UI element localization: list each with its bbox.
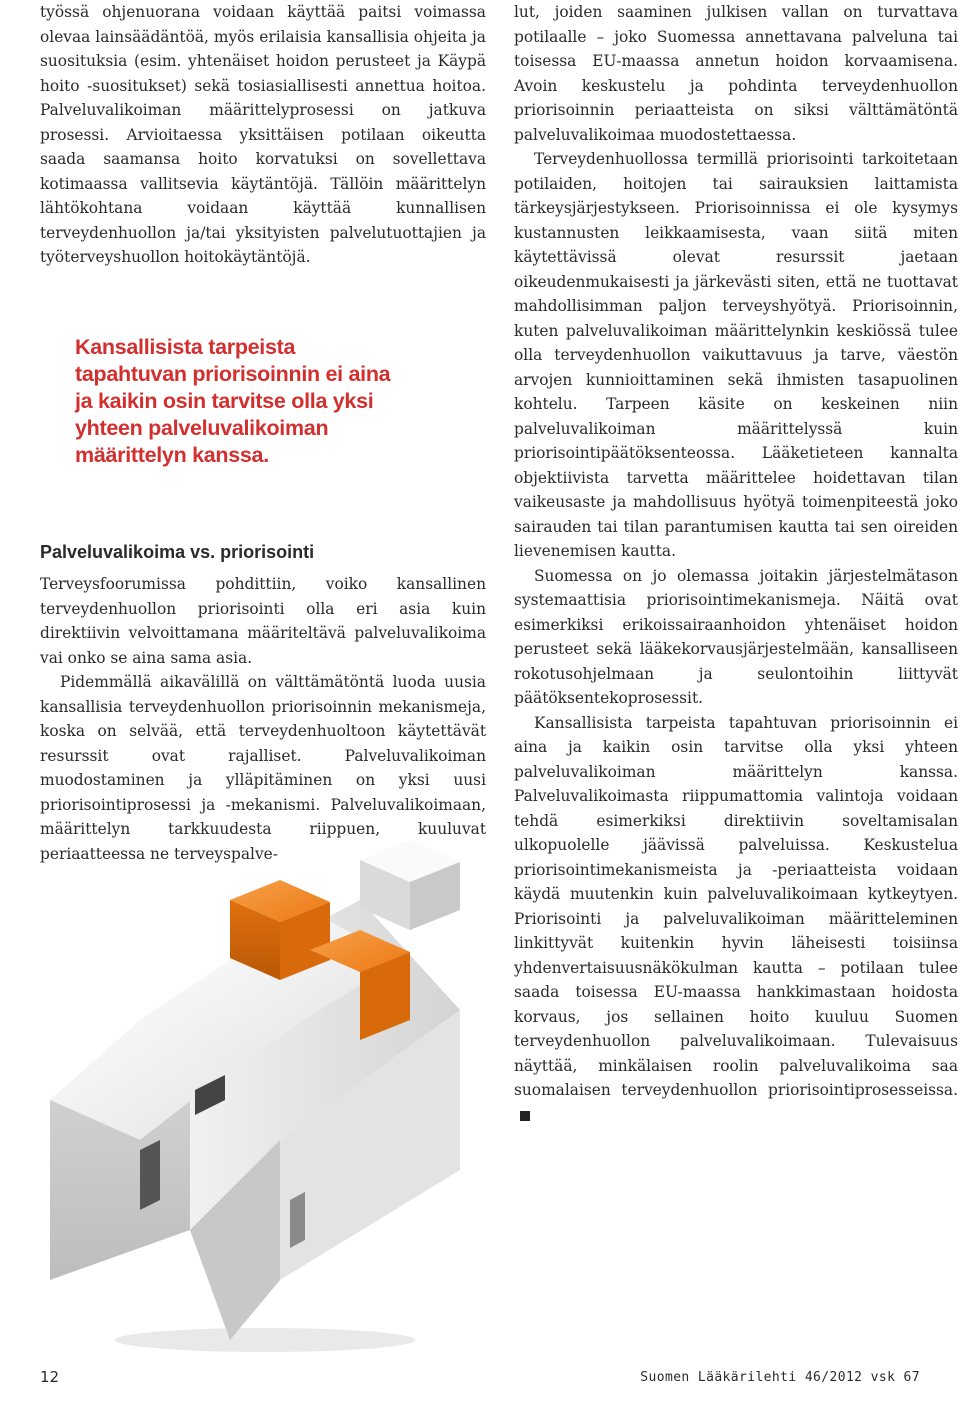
left-column [40, 0, 486, 270]
right-column [514, 0, 958, 1127]
right-paragraph-3 [514, 711, 958, 1128]
section-paragraph-1: Terveysfoorumissa pohdittiin, voiko kansallinen terveydenhuollon priorisointi olla eri asia kuin direktiivin velvoittamana määriteltävä palveluvalikoima vai onko se aina sama asia. [40, 575, 486, 667]
right-paragraph-3-text: Kansallisista tarpeista tapahtuvan priorisoinnin ei aina ja kaikin osin tarvitse olla yksi yhteen palveluvalikoiman määrittelyn kanssa. Palveluvalikoimasta riippumattomia valintoja voidaan tehdä esimerkiksi direktiivin soveltamisalan ulkopuolelle jäävissä palveluissa. Keskustelua priorisointimekanismeista ja -periaatteista voidaan käydä muutenkin kuin palveluvalikoimaan kytkeytyen. Priorisointi ja palveluvalikoiman määritteleminen linkittyvät kuitenkin hyvin läheisesti toisiinsa yhdenvertaisuusnäkökulman kautta – potilaan tulee saada toisessa EU-maassa hankkimastaan hoidosta korvaus, jos sellainen hoito kuuluu Suomen terveydenhuollon palveluvalikoimaan. Tulevaisuus näyttää, minkälaisen roolin palveluvalikoima saa suomalaisen terveydenhuollon priorisointiprosesseissa. [514, 713, 958, 1099]
right-paragraph-1: Terveydenhuollossa termillä priorisointi tarkoitetaan potilaiden, hoitojen tai sairauksien laittamista tärkeysjärjestykseen. Priorisoinnissa ei ole kysymys kustannusten leikkaamisesta, vaan siitä miten käytettävissä olevat resurssit jaetaan oikeudenmukaisesti ja järkevästi siten, että ne tuottavat mahdollisimman paljon terveyshyötyä. Priorisoinnin, kuten palveluvalikoiman määrittelynkin keskiössä tulee olla terveydenhuollon vaikuttavuus ja tarve, väestön arvojen kunnioittaminen sekä ihmisten tasapuolinen kohtelu. Tarpeen käsite on keskeinen niin palveluvalikoiman määrittelyssä kuin priorisointipäätöksenteossa. Lääketieteen kannalta objektiivista tarvetta määrittelee hoidettavan tilan vaikeusaste ja mahdollisuus hyötyä toimenpiteestä joko sairauden tai tilan parantumisen kautta tai sen oireiden lievenemisen kautta. [514, 150, 958, 560]
section-paragraph-2: Pidemmällä aikavälillä on välttämätöntä luoda uusia kansallisia terveydenhuollon priorisoinnin mekanismeja, koska on selvää, että terveydenhuoltoon käytettävät resurssit ovat rajalliset. Palveluvalikoiman muodostaminen ja ylläpitäminen on yksi uusi priorisointiprosessi ja -mekanismi. Palveluvalikoimaan, määrittelyn tarkkuudesta riippuen, kuuluvat periaatteessa ne terveyspalve- [40, 673, 486, 863]
right-paragraph-2: Suomessa on jo olemassa joitakin järjestelmätason systemaattisia priorisointimekanismeja. Näitä ovat esimerkiksi erikoissairaanhoidon yhtenäiset hoidon perusteet sekä lääkekorvausjärjestelmään, kansalliseen rokotusohjelmaan ja seulontoihin liittyvät päätöksentekoprosessit. [514, 566, 958, 707]
page-footer [40, 1368, 920, 1390]
section-heading: Palveluvalikoima vs. priorisointi [40, 542, 315, 562]
end-of-article-icon [520, 1111, 530, 1121]
cube-puzzle-image [30, 840, 480, 1360]
right-continuation: lut, joiden saaminen julkisen vallan on turvattava potilaalle – joko Suomessa annettavana palveluna tai toisessa EU-maassa annetun hoidon korvaamisena. Avoin keskustelu ja pohdinta terveydenhuollon priorisoinnin periaatteista on siksi välttämätöntä palveluvalikoimaa muodostettaessa. [514, 3, 958, 144]
page-number: 12 [40, 1368, 60, 1386]
intro-paragraph: työssä ohjenuorana voidaan käyttää paitsi voimassa olevaa lainsäädäntöä, myös erilaisia kansallisia ohjeita ja suosituksia (esim. yhtenäiset hoidon perusteet ja Käypä hoito -suositukset) sekä tosiasiallisesti annettua hoitoa. Palveluvalikoiman määrittelyprosessi on jatkuva prosessi. Arvioitaessa yksittäisen potilaan oikeutta saada saamansa hoito korvatuksi on sovellettava kotimaassa vallitsevia käytäntöjä. Tällöin määrittelyn lähtökohtana voidaan käyttää kunnallisen terveydenhuollon ja/tai yksityisten palvelutuottajien ja työterveyshuollon hoitokäytäntöjä. [40, 3, 486, 266]
journal-name: Suomen Lääkärilehti 46/2012 vsk 67 [640, 1370, 920, 1385]
section-body [40, 572, 486, 866]
pull-quote: Kansallisista tarpeista tapahtuvan priorisoinnin ei aina ja kaikin osin tarvitse olla yksi yhteen palveluvalikoiman määrittelyn kanssa. [75, 335, 391, 467]
